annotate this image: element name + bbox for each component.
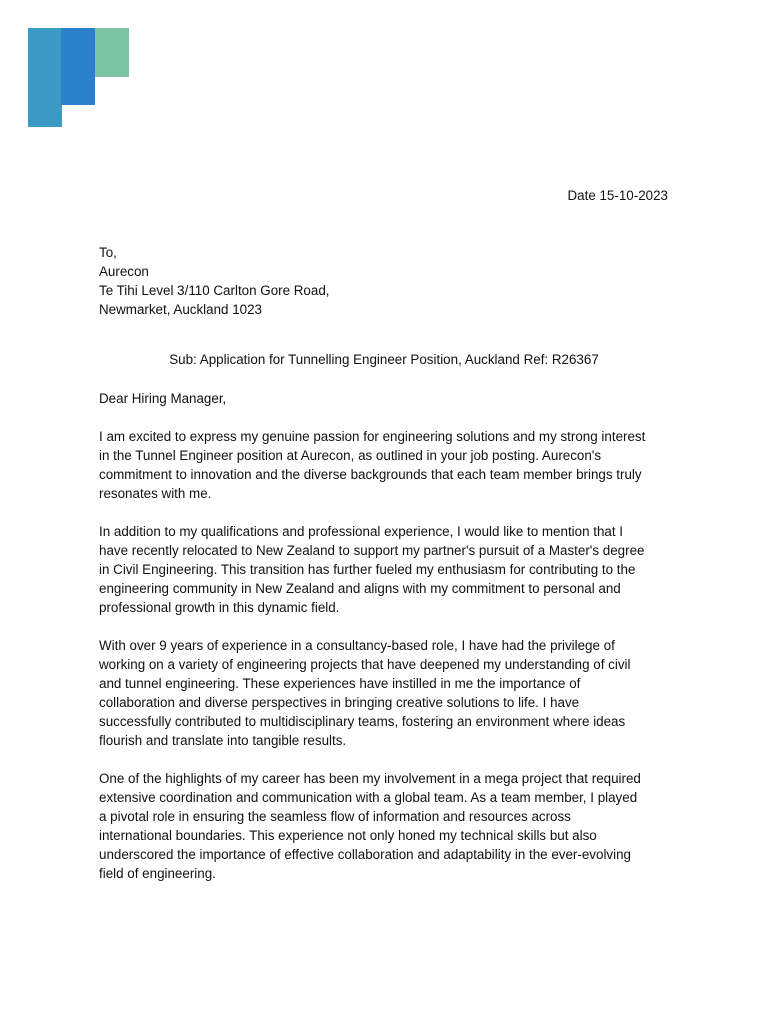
paragraph-line: In addition to my qualifications and professional experience, I would like to mention that I [99,524,624,539]
paragraph-line: international boundaries. This experience not only honed my technical skills but also [99,828,597,843]
paragraph-line: extensive coordination and communication with a global team. As a team member, I played [99,790,638,805]
logo-block-middle [61,28,95,105]
paragraph-line: have recently relocated to New Zealand to support my partner's pursuit of a Master's degree [99,543,645,558]
salutation: Dear Hiring Manager, [99,391,227,406]
paragraph-line: resonates with me. [99,486,212,501]
paragraph-line: a pivotal role in ensuring the seamless flow of information and resources across [99,809,571,824]
logo-block-left [28,28,62,127]
paragraph-line: in the Tunnel Engineer position at Aurecon, as outlined in your job posting. Aurecon's [99,448,602,463]
recipient-address-line-1: Te Tihi Level 3/110 Carlton Gore Road, [99,283,330,298]
letter-subject: Sub: Application for Tunnelling Engineer Position, Auckland Ref: R26367 [169,352,599,367]
paragraph-line: flourish and translate into tangible results. [99,733,347,748]
paragraph-1 [99,427,674,503]
letter-date: Date 15-10-2023 [567,188,668,203]
recipient-company: Aurecon [99,264,149,279]
paragraph-line: collaboration and diverse perspectives in bringing creative solutions to life. I have [99,695,580,710]
recipient-address-line-2: Newmarket, Auckland 1023 [99,302,263,317]
paragraph-line: commitment to innovation and the diverse backgrounds that each team member brings truly [99,467,642,482]
company-logo [28,28,130,128]
paragraph-line: One of the highlights of my career has been my involvement in a mega project that required [99,771,641,786]
paragraph-line: successfully contributed to multidisciplinary teams, fostering an environment where ideas [99,714,626,729]
paragraph-line: field of engineering. [99,866,216,881]
logo-block-right [95,28,129,77]
paragraph-line: and tunnel engineering. These experiences have instilled in me the importance of [99,676,581,691]
paragraph-line: engineering community in New Zealand and aligns with my commitment to personal and [99,581,621,596]
paragraph-2 [99,522,674,617]
paragraph-line: working on a variety of engineering projects that have deepened my understanding of civil [99,657,631,672]
paragraph-4 [99,769,674,883]
recipient-address [99,243,330,319]
paragraph-line: With over 9 years of experience in a consultancy-based role, I have had the privilege of [99,638,615,653]
paragraph-line: in Civil Engineering. This transition has further fueled my enthusiasm for contributing to the [99,562,636,577]
paragraph-line: underscored the importance of effective collaboration and adaptability in the ever-evolving [99,847,631,862]
paragraph-line: I am excited to express my genuine passion for engineering solutions and my strong interest [99,429,646,444]
paragraph-line: professional growth in this dynamic field. [99,600,340,615]
paragraph-3 [99,636,674,750]
recipient-to: To, [99,245,117,260]
